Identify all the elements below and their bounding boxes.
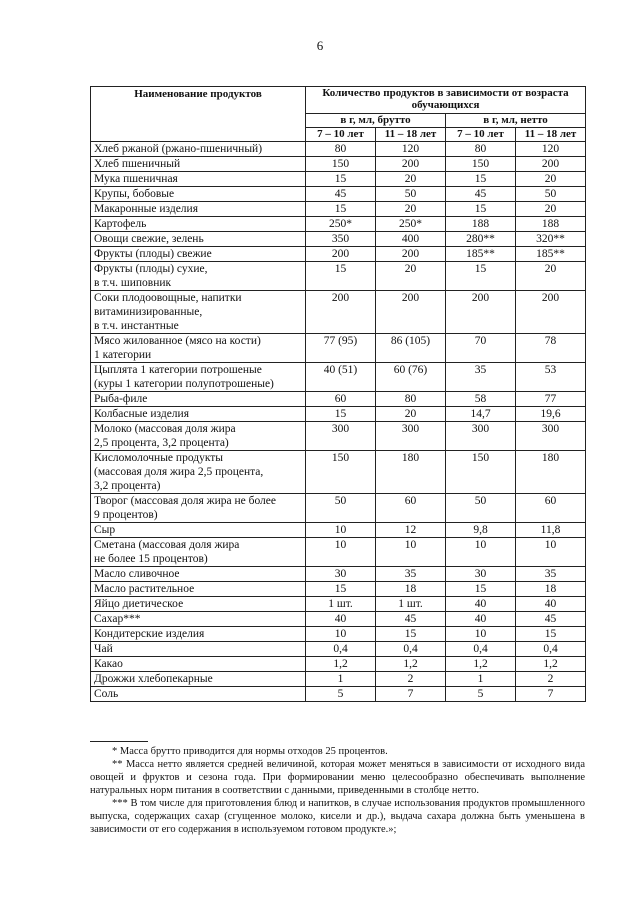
table-row: [91, 422, 586, 451]
netto-7-10-cell: 50: [446, 494, 516, 523]
netto-7-10-cell: 15: [446, 582, 516, 597]
food-norms-table: [90, 86, 586, 702]
netto-11-18-cell: 15: [516, 627, 586, 642]
brutto-11-18-cell: 45: [376, 612, 446, 627]
product-name-cell: Масло растительное: [91, 582, 306, 597]
netto-7-10-cell: 10: [446, 627, 516, 642]
netto-11-18-cell: 188: [516, 217, 586, 232]
product-name-cell: Хлеб ржаной (ржано-пшеничный): [91, 142, 306, 157]
brutto-7-10-cell: 60: [306, 392, 376, 407]
netto-11-18-cell: 320**: [516, 232, 586, 247]
footnotes: [90, 745, 585, 836]
brutto-7-10-cell: 5: [306, 687, 376, 702]
brutto-7-10-cell: 150: [306, 451, 376, 494]
brutto-11-18-cell: 20: [376, 202, 446, 217]
netto-7-10-cell: 300: [446, 422, 516, 451]
brutto-11-18-cell: 60: [376, 494, 446, 523]
brutto-11-18-cell: 2: [376, 672, 446, 687]
brutto-11-18-cell: 200: [376, 247, 446, 262]
brutto-7-10-cell: 15: [306, 407, 376, 422]
netto-7-10-cell: 80: [446, 142, 516, 157]
netto-7-10-cell: 200: [446, 291, 516, 334]
brutto-11-18-cell: 1 шт.: [376, 597, 446, 612]
brutto-11-18-cell: 80: [376, 392, 446, 407]
brutto-7-10-cell: 200: [306, 247, 376, 262]
table-row: [91, 172, 586, 187]
brutto-11-18-cell: 300: [376, 422, 446, 451]
brutto-7-10-cell: 0,4: [306, 642, 376, 657]
product-name-cell: Овощи свежие, зелень: [91, 232, 306, 247]
brutto-7-10-cell: 1 шт.: [306, 597, 376, 612]
brutto-7-10-cell: 77 (95): [306, 334, 376, 363]
netto-7-10-cell: 185**: [446, 247, 516, 262]
table-row: [91, 291, 586, 334]
footnote-1: * Масса брутто приводится для нормы отходов 25 процентов.: [112, 746, 388, 757]
brutto-11-18-cell: 50: [376, 187, 446, 202]
table-row: [91, 451, 586, 494]
table-row: [91, 612, 586, 627]
brutto-7-10-cell: 15: [306, 262, 376, 291]
table-row: [91, 627, 586, 642]
netto-11-18-cell: 50: [516, 187, 586, 202]
netto-7-10-cell: 30: [446, 567, 516, 582]
netto-11-18-cell: 10: [516, 538, 586, 567]
netto-11-18-cell: 180: [516, 451, 586, 494]
product-name-cell: Фрукты (плоды) свежие: [91, 247, 306, 262]
netto-11-18-cell: 20: [516, 202, 586, 217]
header-brutto-7-10: 7 – 10 лет: [306, 128, 376, 142]
brutto-11-18-cell: 0,4: [376, 642, 446, 657]
brutto-7-10-cell: 15: [306, 202, 376, 217]
netto-7-10-cell: 15: [446, 202, 516, 217]
brutto-11-18-cell: 20: [376, 262, 446, 291]
brutto-11-18-cell: 18: [376, 582, 446, 597]
header-netto-7-10: 7 – 10 лет: [446, 128, 516, 142]
header-netto: в г, мл, нетто: [446, 114, 586, 128]
footnote-2: ** Масса нетто является средней величиной, которая может меняться в зависимости от исходного вида овощей и фруктов и сезона года. При формировании меню целесообразно обеспечивать выполнение натуральных норм питания в соответствии с данными, приведенными в столбце нетто.: [90, 759, 585, 796]
table-row: [91, 247, 586, 262]
brutto-11-18-cell: 10: [376, 538, 446, 567]
brutto-11-18-cell: 35: [376, 567, 446, 582]
brutto-7-10-cell: 15: [306, 172, 376, 187]
table-row: [91, 363, 586, 392]
product-name-cell: Сметана (массовая доля жира не более 15 процентов): [91, 538, 306, 567]
table-row: [91, 334, 586, 363]
header-brutto-11-18: 11 – 18 лет: [376, 128, 446, 142]
brutto-7-10-cell: 45: [306, 187, 376, 202]
product-name-cell: Соль: [91, 687, 306, 702]
netto-7-10-cell: 70: [446, 334, 516, 363]
table-row: [91, 407, 586, 422]
product-name-cell: Яйцо диетическое: [91, 597, 306, 612]
brutto-7-10-cell: 300: [306, 422, 376, 451]
netto-7-10-cell: 15: [446, 262, 516, 291]
product-name-cell: Кисломолочные продукты (массовая доля жира 2,5 процента, 3,2 процента): [91, 451, 306, 494]
brutto-11-18-cell: 200: [376, 157, 446, 172]
product-name-cell: Колбасные изделия: [91, 407, 306, 422]
product-name-cell: Рыба-филе: [91, 392, 306, 407]
brutto-7-10-cell: 50: [306, 494, 376, 523]
table-row: [91, 494, 586, 523]
brutto-7-10-cell: 10: [306, 538, 376, 567]
table-row: [91, 687, 586, 702]
table-row: [91, 187, 586, 202]
brutto-11-18-cell: 200: [376, 291, 446, 334]
brutto-11-18-cell: 60 (76): [376, 363, 446, 392]
netto-11-18-cell: 77: [516, 392, 586, 407]
header-quantity-group: Количество продуктов в зависимости от возраста обучающихся: [306, 87, 586, 114]
product-name-cell: Крупы, бобовые: [91, 187, 306, 202]
product-name-cell: Сахар***: [91, 612, 306, 627]
table-row: [91, 657, 586, 672]
brutto-7-10-cell: 10: [306, 523, 376, 538]
netto-7-10-cell: 0,4: [446, 642, 516, 657]
table-row: [91, 567, 586, 582]
brutto-7-10-cell: 40: [306, 612, 376, 627]
netto-11-18-cell: 45: [516, 612, 586, 627]
table-row: [91, 538, 586, 567]
brutto-11-18-cell: 12: [376, 523, 446, 538]
table-row: [91, 597, 586, 612]
product-name-cell: Картофель: [91, 217, 306, 232]
netto-7-10-cell: 1,2: [446, 657, 516, 672]
product-name-cell: Хлеб пшеничный: [91, 157, 306, 172]
netto-7-10-cell: 150: [446, 451, 516, 494]
netto-11-18-cell: 300: [516, 422, 586, 451]
product-name-cell: Мука пшеничная: [91, 172, 306, 187]
product-name-cell: Мясо жилованное (мясо на кости) 1 категории: [91, 334, 306, 363]
netto-11-18-cell: 200: [516, 157, 586, 172]
table-row: [91, 217, 586, 232]
product-name-cell: Макаронные изделия: [91, 202, 306, 217]
netto-7-10-cell: 40: [446, 597, 516, 612]
netto-7-10-cell: 1: [446, 672, 516, 687]
product-name-cell: Молоко (массовая доля жира 2,5 процента, 3,2 процента): [91, 422, 306, 451]
header-brutto: в г, мл, брутто: [306, 114, 446, 128]
brutto-11-18-cell: 20: [376, 172, 446, 187]
netto-11-18-cell: 120: [516, 142, 586, 157]
netto-11-18-cell: 11,8: [516, 523, 586, 538]
brutto-11-18-cell: 180: [376, 451, 446, 494]
netto-11-18-cell: 185**: [516, 247, 586, 262]
netto-11-18-cell: 200: [516, 291, 586, 334]
netto-11-18-cell: 0,4: [516, 642, 586, 657]
table-row: [91, 523, 586, 538]
page-number: 6: [316, 38, 324, 53]
netto-7-10-cell: 150: [446, 157, 516, 172]
table-body: [91, 142, 586, 702]
netto-11-18-cell: 1,2: [516, 657, 586, 672]
netto-7-10-cell: 280**: [446, 232, 516, 247]
netto-11-18-cell: 19,6: [516, 407, 586, 422]
netto-11-18-cell: 78: [516, 334, 586, 363]
table-row: [91, 392, 586, 407]
brutto-7-10-cell: 15: [306, 582, 376, 597]
netto-7-10-cell: 188: [446, 217, 516, 232]
product-name-cell: Творог (массовая доля жира не более 9 процентов): [91, 494, 306, 523]
table-row: [91, 262, 586, 291]
brutto-11-18-cell: 15: [376, 627, 446, 642]
footnote-divider: [90, 741, 148, 742]
header-netto-11-18: 11 – 18 лет: [516, 128, 586, 142]
product-name-cell: Масло сливочное: [91, 567, 306, 582]
table-row: [91, 157, 586, 172]
netto-7-10-cell: 58: [446, 392, 516, 407]
table-row: [91, 582, 586, 597]
netto-7-10-cell: 15: [446, 172, 516, 187]
header-product-name: Наименование продуктов: [91, 87, 306, 142]
product-name-cell: Соки плодоовощные, напитки витаминизированные, в т.ч. инстантные: [91, 291, 306, 334]
netto-7-10-cell: 40: [446, 612, 516, 627]
brutto-11-18-cell: 120: [376, 142, 446, 157]
netto-11-18-cell: 40: [516, 597, 586, 612]
netto-11-18-cell: 60: [516, 494, 586, 523]
brutto-7-10-cell: 350: [306, 232, 376, 247]
brutto-11-18-cell: 250*: [376, 217, 446, 232]
product-name-cell: Цыплята 1 категории потрошеные (куры 1 категории полупотрошеные): [91, 363, 306, 392]
brutto-7-10-cell: 150: [306, 157, 376, 172]
brutto-11-18-cell: 86 (105): [376, 334, 446, 363]
brutto-7-10-cell: 1: [306, 672, 376, 687]
brutto-11-18-cell: 1,2: [376, 657, 446, 672]
brutto-11-18-cell: 20: [376, 407, 446, 422]
netto-7-10-cell: 10: [446, 538, 516, 567]
product-name-cell: Чай: [91, 642, 306, 657]
table-row: [91, 142, 586, 157]
product-name-cell: Дрожжи хлебопекарные: [91, 672, 306, 687]
netto-11-18-cell: 7: [516, 687, 586, 702]
netto-11-18-cell: 20: [516, 262, 586, 291]
netto-11-18-cell: 20: [516, 172, 586, 187]
product-name-cell: Фрукты (плоды) сухие, в т.ч. шиповник: [91, 262, 306, 291]
table-row: [91, 642, 586, 657]
brutto-11-18-cell: 7: [376, 687, 446, 702]
netto-11-18-cell: 18: [516, 582, 586, 597]
netto-7-10-cell: 5: [446, 687, 516, 702]
product-name-cell: Кондитерские изделия: [91, 627, 306, 642]
brutto-7-10-cell: 10: [306, 627, 376, 642]
netto-11-18-cell: 53: [516, 363, 586, 392]
brutto-7-10-cell: 80: [306, 142, 376, 157]
table-row: [91, 232, 586, 247]
footnote-3: *** В том числе для приготовления блюд и напитков, в случае использования продуктов промышленного выпуска, содержащих сахар (сгущенное молоко, кисели и др.), выдача сахара должна быть уменьшена в зависимости от его содержания в используемом готовом продукте.»;: [90, 798, 585, 835]
brutto-7-10-cell: 40 (51): [306, 363, 376, 392]
brutto-7-10-cell: 1,2: [306, 657, 376, 672]
product-name-cell: Сыр: [91, 523, 306, 538]
netto-7-10-cell: 14,7: [446, 407, 516, 422]
product-name-cell: Какао: [91, 657, 306, 672]
brutto-7-10-cell: 200: [306, 291, 376, 334]
netto-7-10-cell: 45: [446, 187, 516, 202]
brutto-11-18-cell: 400: [376, 232, 446, 247]
netto-7-10-cell: 35: [446, 363, 516, 392]
netto-7-10-cell: 9,8: [446, 523, 516, 538]
netto-11-18-cell: 2: [516, 672, 586, 687]
brutto-7-10-cell: 250*: [306, 217, 376, 232]
brutto-7-10-cell: 30: [306, 567, 376, 582]
table-row: [91, 672, 586, 687]
netto-11-18-cell: 35: [516, 567, 586, 582]
table-row: [91, 202, 586, 217]
